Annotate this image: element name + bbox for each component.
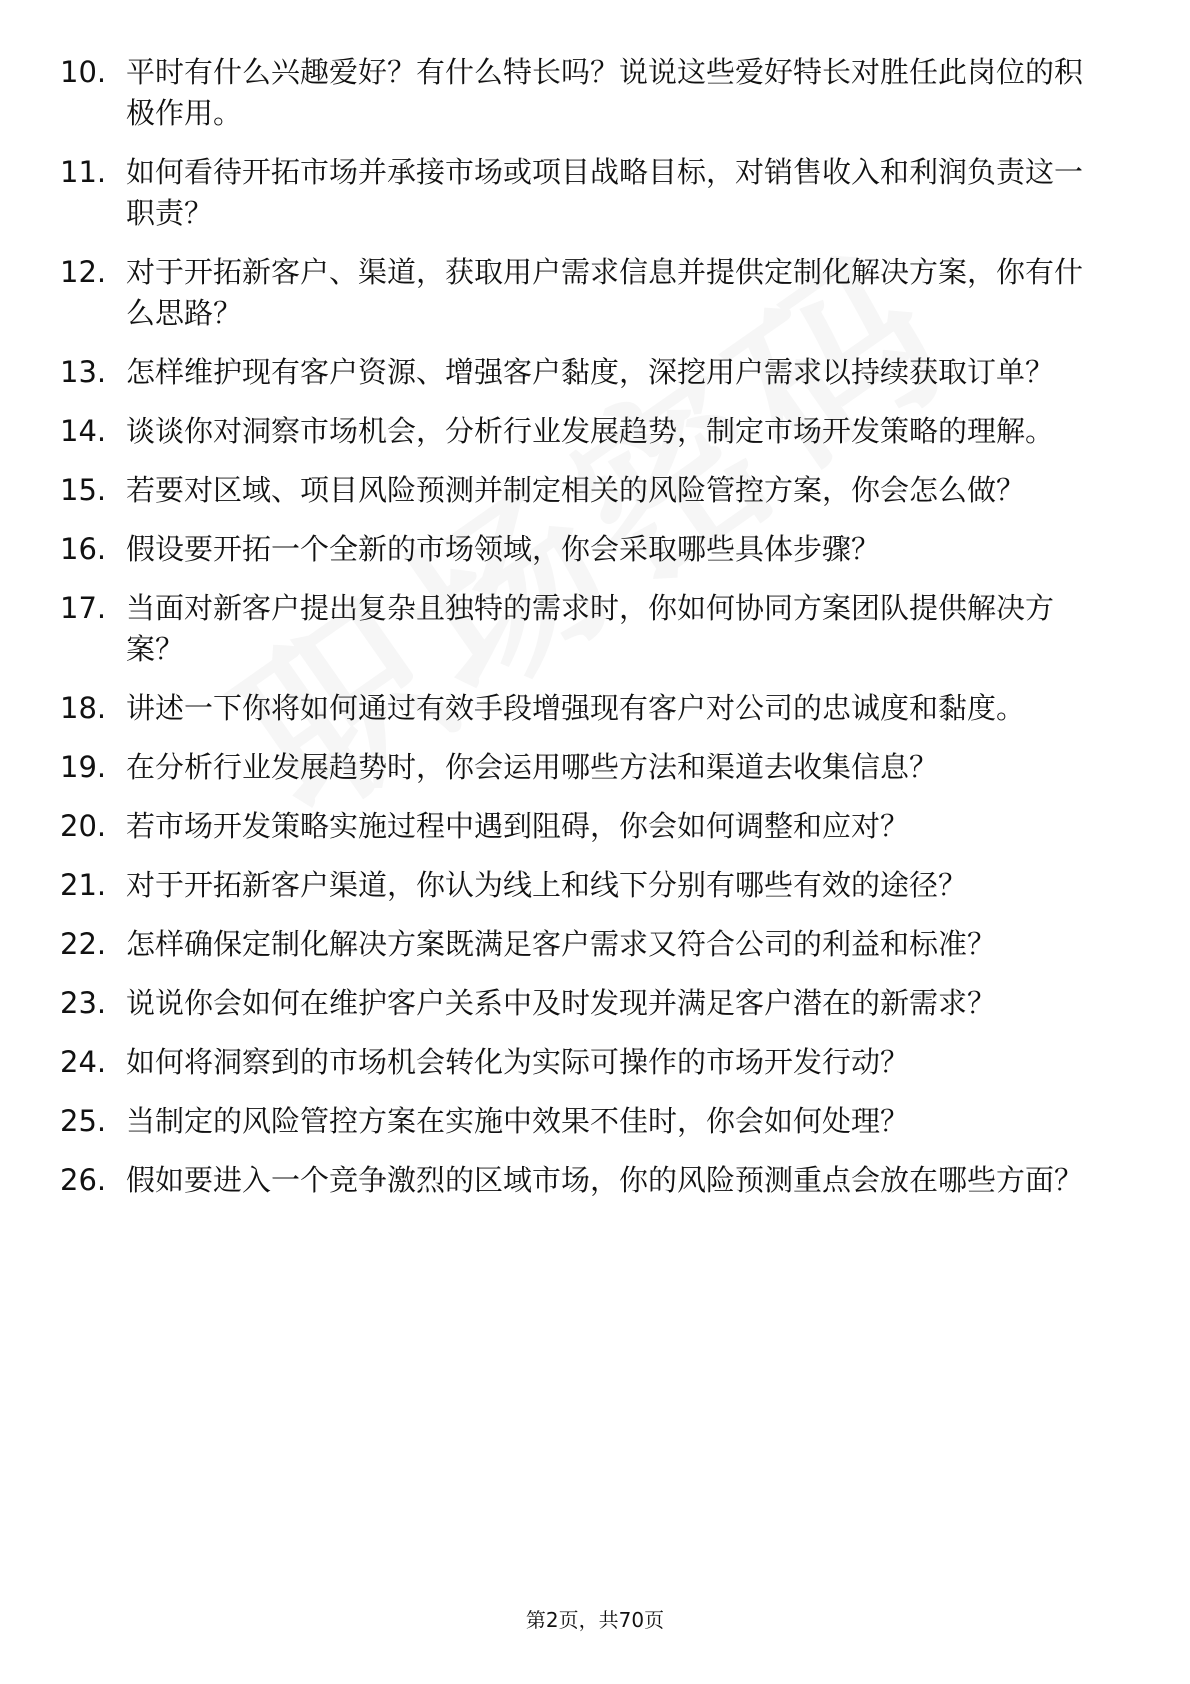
page-number-footer: 第2页，共70页: [525, 1608, 665, 1632]
question-number: 14.: [60, 414, 107, 448]
question-number: 23.: [60, 986, 107, 1020]
question-item: [60, 865, 1110, 906]
question-item: [60, 588, 1110, 670]
question-text: 怎样维护现有客户资源、增强客户黏度，深挖用户需求以持续获取订单？: [126, 355, 1055, 389]
question-text: 怎样确保定制化解决方案既满足客户需求又符合公司的利益和标准？: [126, 927, 997, 961]
question-number: 12.: [60, 255, 107, 289]
question-number: 24.: [60, 1045, 107, 1079]
question-item: [60, 688, 1110, 729]
question-text: 假设要开拓一个全新的市场领域，你会采取哪些具体步骤？: [126, 532, 881, 566]
question-number: 19.: [60, 750, 107, 784]
question-item: [60, 806, 1110, 847]
question-text: 在分析行业发展趋势时，你会运用哪些方法和渠道去收集信息？: [126, 750, 939, 784]
question-item: [60, 470, 1110, 511]
question-item: [60, 1042, 1110, 1083]
question-list: [60, 52, 1110, 1219]
question-text: 如何看待开拓市场并承接市场或项目战略目标，对销售收入和利润负责这一职责？: [126, 155, 1084, 230]
question-number: 13.: [60, 355, 107, 389]
question-text: 谈谈你对洞察市场机会，分析行业发展趋势，制定市场开发策略的理解。: [126, 414, 1055, 448]
question-item: [60, 152, 1110, 234]
question-number: 26.: [60, 1163, 107, 1197]
question-number: 18.: [60, 691, 107, 725]
question-text: 若市场开发策略实施过程中遇到阻碍，你会如何调整和应对？: [126, 809, 910, 843]
question-item: [60, 747, 1110, 788]
question-item: [60, 983, 1110, 1024]
question-number: 10.: [60, 55, 107, 89]
question-text: 若要对区域、项目风险预测并制定相关的风险管控方案，你会怎么做？: [126, 473, 1026, 507]
question-item: [60, 1101, 1110, 1142]
question-text: 假如要进入一个竞争激烈的区域市场，你的风险预测重点会放在哪些方面？: [126, 1163, 1084, 1197]
question-item: [60, 52, 1110, 134]
question-text: 当面对新客户提出复杂且独特的需求时，你如何协同方案团队提供解决方案？: [126, 591, 1055, 666]
question-number: 25.: [60, 1104, 107, 1138]
question-item: [60, 924, 1110, 965]
question-text: 说说你会如何在维护客户关系中及时发现并满足客户潜在的新需求？: [126, 986, 997, 1020]
question-item: [60, 252, 1110, 334]
question-item: [60, 529, 1110, 570]
question-item: [60, 1160, 1110, 1201]
question-number: 21.: [60, 868, 107, 902]
question-text: 对于开拓新客户渠道，你认为线上和线下分别有哪些有效的途径？: [126, 868, 968, 902]
question-text: 当制定的风险管控方案在实施中效果不佳时，你会如何处理？: [126, 1104, 910, 1138]
question-text: 如何将洞察到的市场机会转化为实际可操作的市场开发行动？: [126, 1045, 910, 1079]
question-number: 22.: [60, 927, 107, 961]
question-text: 对于开拓新客户、渠道，获取用户需求信息并提供定制化解决方案，你有什么思路？: [126, 255, 1084, 330]
question-number: 20.: [60, 809, 107, 843]
question-number: 11.: [60, 155, 107, 189]
question-number: 15.: [60, 473, 107, 507]
question-number: 16.: [60, 532, 107, 566]
question-item: [60, 411, 1110, 452]
question-text: 平时有什么兴趣爱好？有什么特长吗？说说这些爱好特长对胜任此岗位的积极作用。: [126, 55, 1084, 130]
question-text: 讲述一下你将如何通过有效手段增强现有客户对公司的忠诚度和黏度。: [126, 691, 1026, 725]
question-item: [60, 352, 1110, 393]
question-number: 17.: [60, 591, 107, 625]
